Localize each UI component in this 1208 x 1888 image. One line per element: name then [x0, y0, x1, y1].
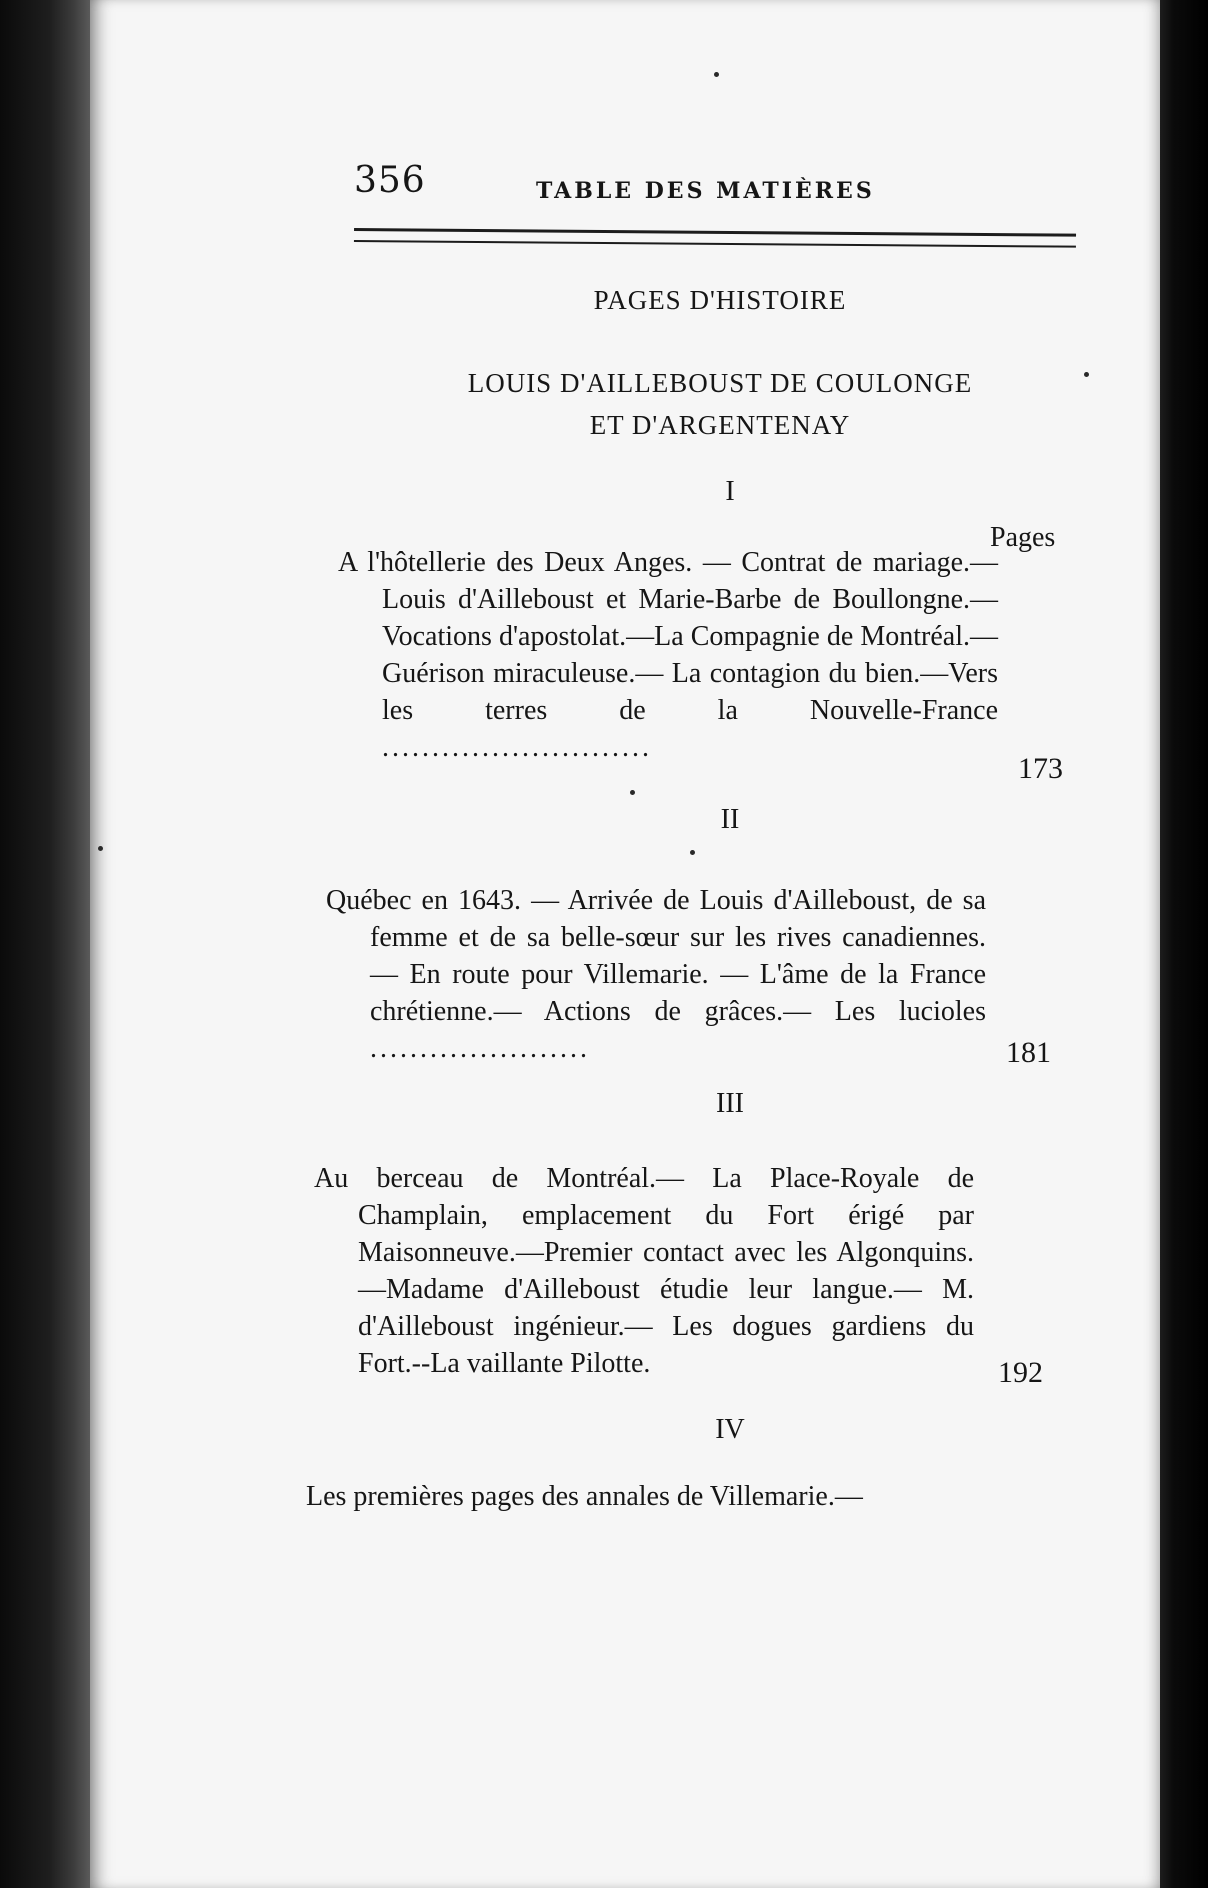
section-title: PAGES D'HISTOIRE — [593, 285, 847, 315]
book-spine-shadow — [0, 0, 90, 1888]
chapter-numeral-4: IV — [715, 1414, 745, 1445]
dot-leader: ...................... — [370, 1033, 590, 1064]
book-page — [90, 0, 1160, 1888]
chapter-numeral-2: II — [720, 804, 740, 835]
pages-column-label: Pages — [990, 522, 1056, 553]
dust-speck — [690, 850, 695, 855]
running-head — [354, 160, 994, 210]
chapter-summary-3 — [314, 1160, 974, 1382]
chapter-text-3: Au berceau de Montréal.— La Place-Royale de Champlain, emplacement du Fort érigé par Maisonneuve.—Premier contact avec les Algonquins.—Madame d'Ailleboust étudie leur langue.— M. d'Ailleboust ingénieur.— Les dogues gardiens du Fort.--La vaillante Pilotte. — [314, 1163, 974, 1379]
dust-speck — [98, 846, 103, 851]
dust-speck — [714, 72, 719, 77]
chapter-text-2: Québec en 1643. — Arrivée de Louis d'Ailleboust, de sa femme et de sa belle-sœur sur les rives canadiennes. — En route pour Villemarie. — L'âme de la France chrétienne.— Actions de grâces.— Les lucioles — [326, 885, 986, 1027]
dust-speck — [630, 790, 635, 795]
chapter-summary-2 — [326, 882, 986, 1067]
chapter-numeral-3: III — [716, 1088, 744, 1119]
double-rule-divider — [354, 228, 1076, 248]
page-reference-1: 173 — [1018, 752, 1063, 785]
chapter-text-4: Les premières pages des annales de Villemarie.— — [306, 1481, 863, 1512]
page-number: 356 — [354, 160, 426, 201]
page-reference-2: 181 — [1006, 1036, 1051, 1069]
page-reference-3: 192 — [998, 1356, 1043, 1389]
chapter-summary-1 — [338, 544, 998, 766]
book-title — [350, 362, 1090, 446]
chapter-summary-4 — [306, 1478, 966, 1515]
chapter-numeral-1: I — [725, 476, 735, 507]
chapter-text-1: A l'hôtellerie des Deux Anges. — Contrat de mariage.—Louis d'Ailleboust et Marie-Barbe de Boullongne.—Vocations d'apostolat.—La Compagnie de Montréal.—Guérison miraculeuse.— La contagion du bien.—Vers les terres de la Nouvelle-France — [338, 547, 998, 726]
dot-leader: ........................... — [382, 732, 652, 763]
book-title-line-1: LOUIS D'AILLEBOUST DE COULONGE — [467, 368, 973, 398]
book-title-line-2: ET D'ARGENTENAY — [589, 410, 851, 440]
running-head-title: TABLE DES MATIÈRES — [536, 178, 875, 204]
